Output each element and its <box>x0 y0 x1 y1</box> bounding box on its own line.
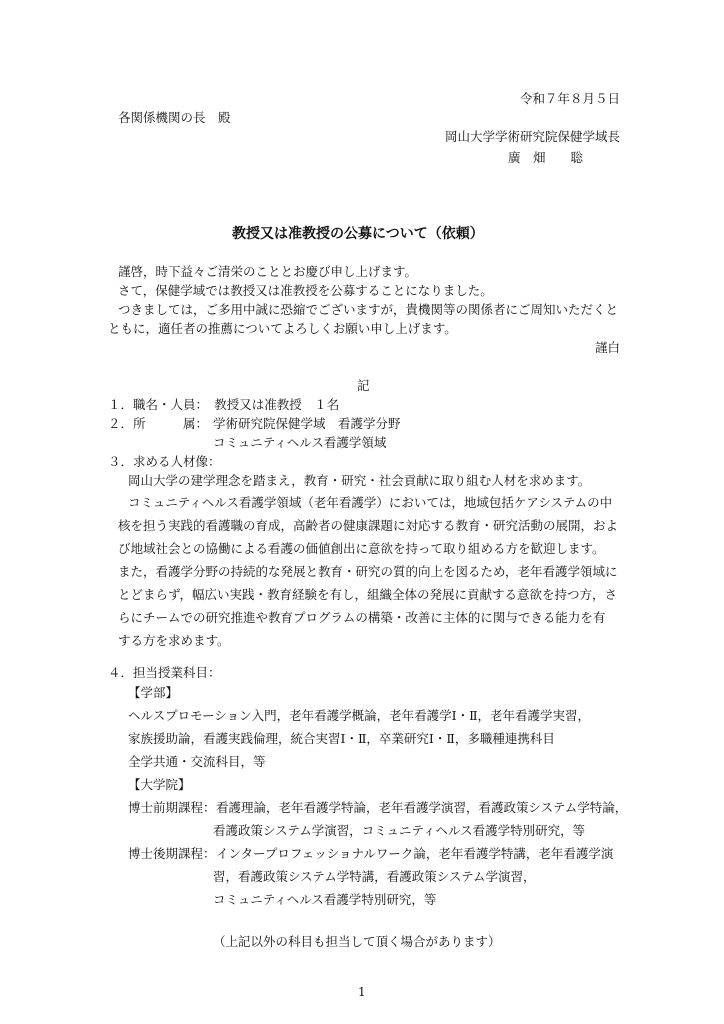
undergrad-line: 全学共通・交流科目，等 <box>128 754 266 769</box>
note: （上記以外の科目も担当して頂く場合があります） <box>213 934 501 949</box>
item-3-line: とどまらず，幅広い実践・教育経験を有し，組織全体の発展に貢献する意欲を持つ方，さ <box>118 587 618 602</box>
item-3-line: らにチームでの研究推進や教育プログラムの構築・改善に主体的に関与できる能力を有 <box>118 610 606 625</box>
date: 令和７年８月５日 <box>519 91 620 106</box>
undergrad-header: 【学部】 <box>128 685 179 700</box>
master-line-1: 看護理論，老年看護学特論，老年看護学演習，看護政策システム学特論， <box>216 800 628 815</box>
item-3-line: 岡山大学の建学理念を踏まえ，教育・研究・社会貢献に取り組む人材を求めます。 <box>128 473 591 488</box>
body-line-3a: つきましては，ご多用中誠に恐縮でございますが，貴機関等の関係者にご周知いただくと <box>118 302 619 317</box>
master-label: 博士前期課程： <box>128 800 216 815</box>
ki-heading: 記 <box>357 378 370 393</box>
document-title: 教授又は准教授の公募について（依頼） <box>232 226 484 242</box>
doctor-line-3: コミュニティヘルス看護学特別研究，等 <box>213 892 437 907</box>
body-line-3b: ともに，適任者の推薦についてよろしくお願い申し上げます。 <box>108 321 457 336</box>
doctor-line-1: インタープロフェッショナルワーク論，老年看護学特講，老年看護学演 <box>216 846 614 861</box>
item-3-line: び地域社会との協働による看護の価値創出に意欲を持って取り組める方を歓迎します。 <box>118 541 605 556</box>
sender-name: 廣 畑 聡 <box>508 150 584 165</box>
item-3-line: 核を担う実践的看護職の育成，高齢者の健康課題に対応する教育・研究活動の展開，およ <box>118 518 619 533</box>
item-3-line: また，看護学分野の持続的な発展と教育・研究の質的向上を図るため，老年看護学領域に <box>118 564 618 579</box>
item-2-label: ２．所 属： <box>108 416 209 431</box>
body-line-2: さて，保健学域では教授又は准教授を公募することになりました。 <box>118 283 493 298</box>
closing: 謹白 <box>594 340 620 355</box>
item-2-line-1: 学術研究院保健学域 看護学分野 <box>213 416 401 431</box>
undergrad-line: 家族援助論，看護実践倫理，統合実習Ⅰ・Ⅱ，卒業研究Ⅰ・Ⅱ，多職種連携科目 <box>128 731 555 746</box>
grad-header: 【大学院】 <box>128 777 191 792</box>
page-number: 1 <box>358 985 366 999</box>
recipient: 各関係機関の長 殿 <box>118 110 231 125</box>
doctor-label: 博士後期課程： <box>128 846 216 861</box>
sender-organization: 岡山大学学術研究院保健学域長 <box>444 129 620 144</box>
greeting: 謹啓，時下益々ご清栄のこととお慶び申し上げます。 <box>118 264 418 279</box>
item-3-line: する方を求めます。 <box>118 633 230 648</box>
doctor-line-2: 習，看護政策システム学特講，看護政策システム学演習， <box>213 869 536 884</box>
item-3-line: コミュニティヘルス看護学領域（老年看護学）においては，地域包括ケアシステムの中 <box>128 495 613 510</box>
item-2-line-2: コミュニティヘルス看護学領域 <box>213 435 387 450</box>
item-1: １．職名・人員： 教授又は准教授 １名 <box>108 397 340 412</box>
undergrad-line: ヘルスプロモーション入門，老年看護学概論，老年看護学Ⅰ・Ⅱ，老年看護学実習， <box>128 708 591 723</box>
item-3-label: ３．求める人材像： <box>108 454 221 469</box>
item-4-label: ４．担当授業科目： <box>108 665 221 680</box>
master-line-2: 看護政策システム学演習，コミュニティヘルス看護学特別研究，等 <box>213 823 586 838</box>
